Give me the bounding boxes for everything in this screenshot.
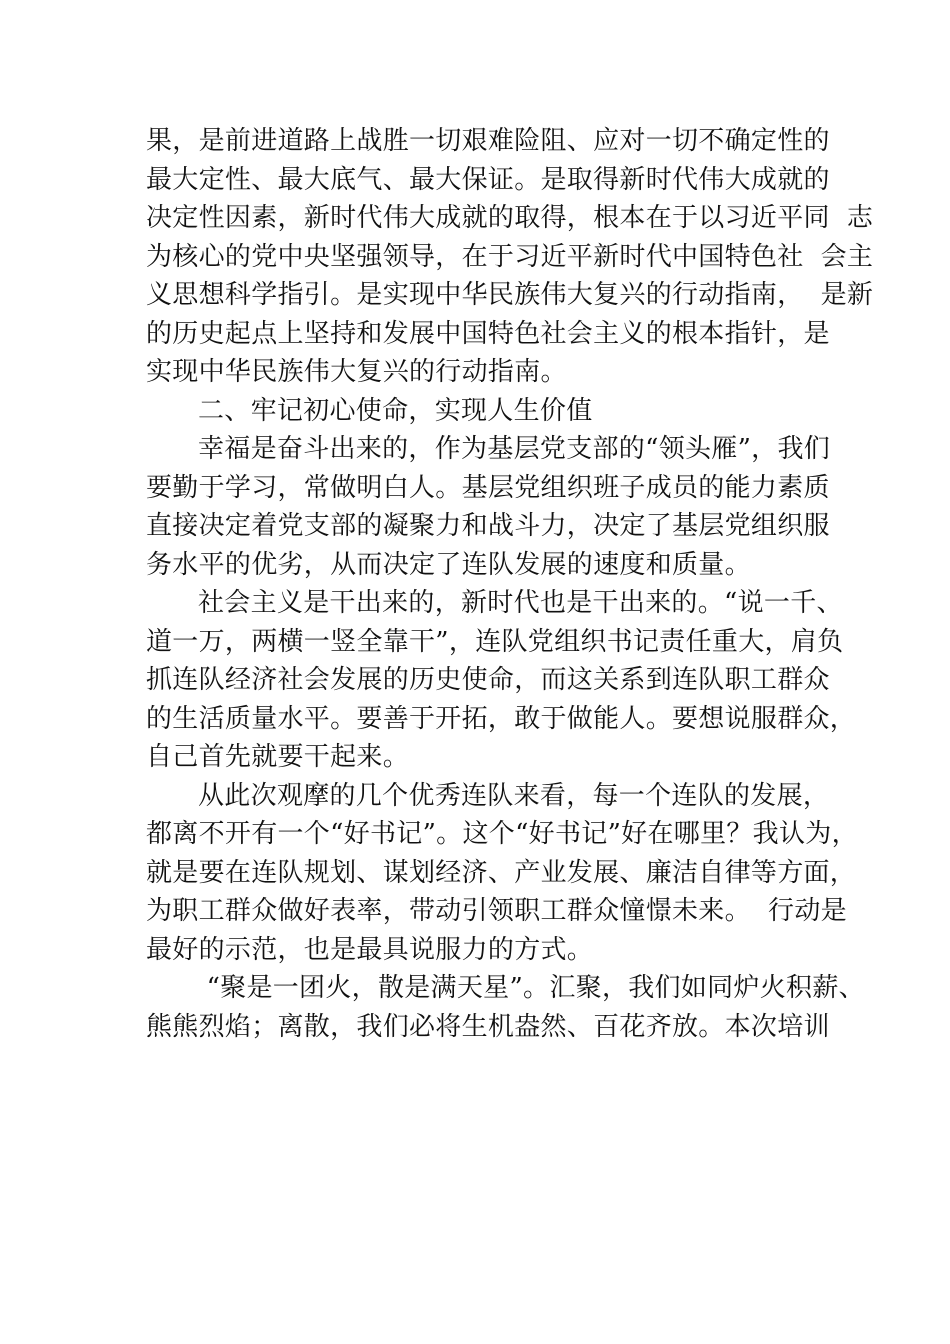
text-line: 道一万，两横一竖全靠干”，连队党组织书记责任重大，肩负 xyxy=(146,626,844,657)
text-line: 决定性因素，新时代伟大成就的取得，根本在于以习近平同 志 xyxy=(146,203,874,233)
text-line: 抓连队经济社会发展的历史使命，而这关系到连队职工群众 xyxy=(146,665,830,695)
paragraph-first-line: 从此次观摩的几个优秀连队来看，每一个连队的发展， xyxy=(198,780,830,811)
section-heading: 二、牢记初心使命，实现人生价值 xyxy=(198,395,593,426)
text-line: 实现中华民族伟大复兴的行动指南。 xyxy=(146,357,567,387)
text-line: 自己首先就要干起来。 xyxy=(146,742,410,772)
text-line: 直接决定着党支部的凝聚力和战斗力，决定了基层党组织服 xyxy=(146,511,830,541)
text-line: 最大定性、最大底气、最大保证。是取得新时代伟大成就的 xyxy=(146,164,830,195)
text-line: 的历史起点上坚持和发展中国特色社会主义的根本指针，是 xyxy=(146,318,830,349)
paragraph-first-line: “聚是一团火，散是满天星”。汇聚，我们如同炉火积薪、 xyxy=(198,973,865,1003)
text-line: 的生活质量水平。要善于开拓，敢于做能人。要想说服群众， xyxy=(146,703,857,734)
text-line: 义思想科学指引。是实现中华民族伟大复兴的行动指南， 是新 xyxy=(146,280,874,310)
text-line: 要勤于学习，常做明白人。基层党组织班子成员的能力素质 xyxy=(146,472,830,503)
body-text xyxy=(146,122,874,1046)
text-line: 都离不开有一个“好书记”。这个“好书记”好在哪里？我认为， xyxy=(146,819,858,849)
text-line: 为职工群众做好表率，带动引领职工群众憧憬未来。 行动是 xyxy=(146,896,847,926)
text-line: 最好的示范，也是最具说服力的方式。 xyxy=(146,934,594,965)
paragraph-first-line: 幸福是奋斗出来的，作为基层党支部的“领头雁”，我们 xyxy=(198,434,831,464)
text-line: 为核心的党中央坚强领导，在于习近平新时代中国特色社 会主 xyxy=(146,241,874,272)
text-line: 熊熊烈焰；离散，我们必将生机盎然、百花齐放。本次培训 xyxy=(146,1011,830,1042)
text-line: 务水平的优劣，从而决定了连队发展的速度和质量。 xyxy=(146,549,751,580)
paragraph-first-line: 社会主义是干出来的，新时代也是干出来的。“说一千、 xyxy=(198,588,843,618)
text-line: 果，是前进道路上战胜一切艰难险阻、应对一切不确定性的 xyxy=(146,126,830,156)
text-line: 就是要在连队规划、谋划经济、产业发展、廉洁自律等方面， xyxy=(146,857,857,888)
